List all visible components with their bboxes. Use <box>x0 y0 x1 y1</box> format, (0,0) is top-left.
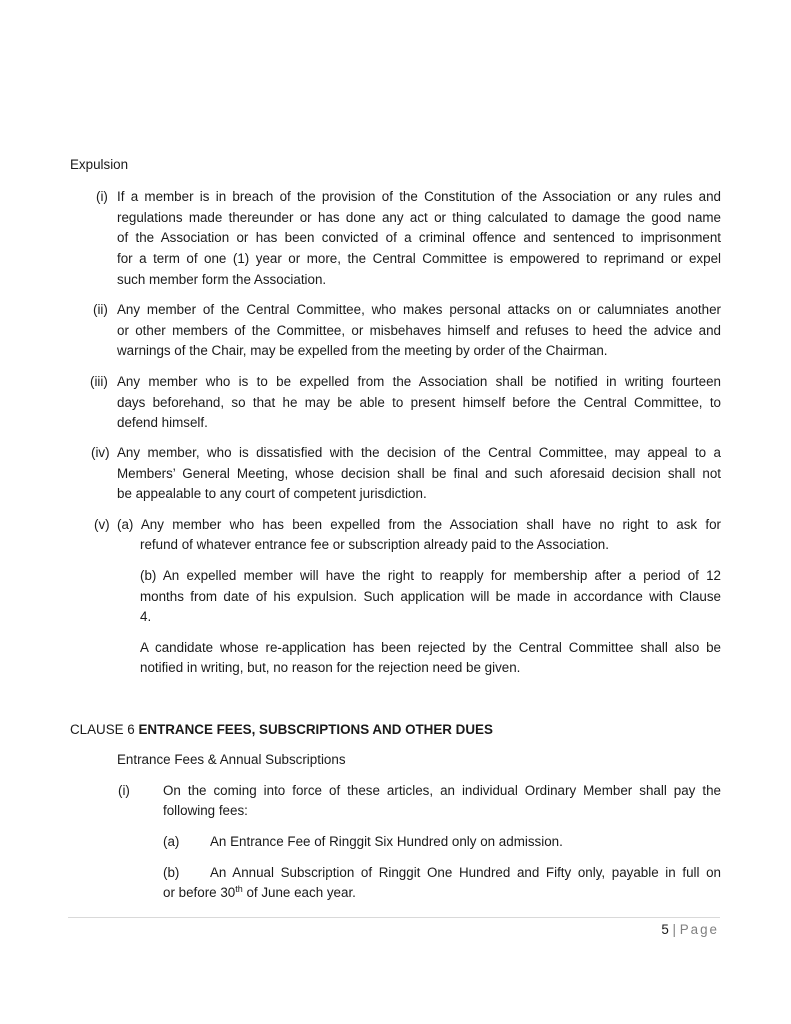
paragraph-line: Any member who is to be expelled from the Association shall be notified in writing fourteen <box>117 374 721 389</box>
footer-divider <box>68 917 720 918</box>
item-marker: (i) <box>118 783 130 798</box>
paragraph-line: An Annual Subscription of Ringgit One Hundred and Fifty only, payable in full on <box>210 865 721 880</box>
subheading: Entrance Fees & Annual Subscriptions <box>117 752 346 767</box>
section-heading-expulsion: Expulsion <box>70 157 129 172</box>
paragraph-line: Any member of the Central Committee, who makes personal attacks on or calumniates another <box>117 302 721 317</box>
paragraph-line: months from date of his expulsion. Such application will be made in accordance with Clause <box>140 589 721 604</box>
paragraph-line: such member form the Association. <box>117 272 327 287</box>
text-fragment: or before 30 <box>163 885 236 900</box>
ordinal-superscript: th <box>235 884 243 894</box>
item-marker: (b) <box>163 865 180 880</box>
clause-prefix: CLAUSE 6 <box>70 722 139 737</box>
paragraph-line: (a) Any member who has been expelled from the Association shall have no right to ask for <box>117 517 721 532</box>
paragraph-line: defend himself. <box>117 415 208 430</box>
page-number: 5 <box>661 922 669 937</box>
paragraph-line: following fees: <box>163 803 248 818</box>
item-marker: (ii) <box>93 302 108 317</box>
paragraph-line: (b) An expelled member will have the right to reapply for membership after a period of 12 <box>140 568 721 583</box>
item-marker: (iii) <box>90 374 108 389</box>
paragraph-line: or other members of the Committee, or misbehaves himself and refuses to heed the advice and <box>117 323 721 338</box>
paragraph-line: Any member, who is dissatisfied with the decision of the Central Committee, may appeal to a <box>117 445 721 460</box>
paragraph-line: be appealable to any court of competent jurisdiction. <box>117 486 427 501</box>
paragraph-line: warnings of the Chair, may be expelled from the meeting by order of the Chairman. <box>117 343 608 358</box>
paragraph-line <box>163 884 356 901</box>
paragraph-line: If a member is in breach of the provision of the Constitution of the Association or any rules and <box>117 189 721 204</box>
paragraph-line: regulations made thereunder or has done any act or thing calculated to damage the good name <box>117 210 721 225</box>
paragraph-line: An Entrance Fee of Ringgit Six Hundred only on admission. <box>210 834 563 849</box>
paragraph-line: for a term of one (1) year or more, the Central Committee is empowered to reprimand or expel <box>117 251 721 266</box>
paragraph-line: A candidate whose re-application has been rejected by the Central Committee shall also be <box>140 640 721 655</box>
paragraph-line: Members’ General Meeting, whose decision shall be final and such aforesaid decision shall not <box>117 466 721 481</box>
paragraph-line: refund of whatever entrance fee or subscription already paid to the Association. <box>140 537 609 552</box>
paragraph-line: days beforehand, so that he may be able to present himself before the Central Committee, to <box>117 395 721 410</box>
paragraph-line: On the coming into force of these articles, an individual Ordinary Member shall pay the <box>163 783 721 798</box>
item-marker: (iv) <box>91 445 110 460</box>
clause-heading <box>70 721 493 738</box>
item-marker: (v) <box>94 517 110 532</box>
paragraph-line: 4. <box>140 609 152 624</box>
item-marker: (a) <box>163 834 180 849</box>
paragraph-line: notified in writing, but, no reason for the rejection need be given. <box>140 660 521 675</box>
page-separator: | <box>672 922 676 937</box>
page-footer <box>661 921 719 938</box>
text-fragment: of June each year. <box>242 885 356 900</box>
item-marker: (i) <box>96 189 108 204</box>
clause-title: ENTRANCE FEES, SUBSCRIPTIONS AND OTHER DUES <box>138 722 493 737</box>
page-label: Page <box>679 922 719 937</box>
paragraph-line: of the Association or has been convicted of a criminal offence and sentenced to imprisonment <box>117 230 721 245</box>
